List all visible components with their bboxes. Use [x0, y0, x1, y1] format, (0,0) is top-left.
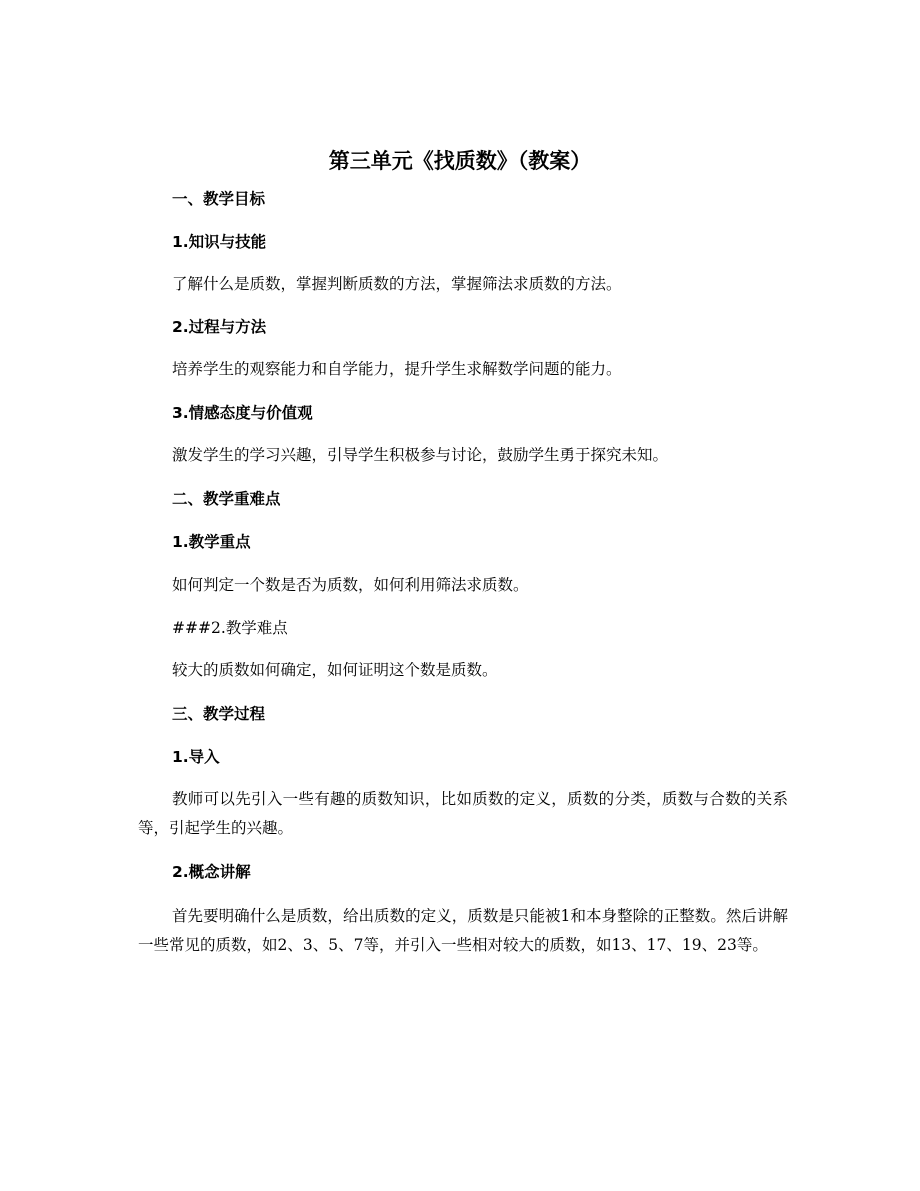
- section-heading-objectives: 一、教学目标: [172, 190, 266, 208]
- subheading-attitude-values: 3.情感态度与价值观: [172, 404, 313, 422]
- subheading-process-methods: 2.过程与方法: [172, 318, 267, 336]
- subheading-introduction: 1.导入: [172, 748, 220, 766]
- subheading-knowledge-skills: 1.知识与技能: [172, 233, 267, 251]
- paragraph-difficult-point: 较大的质数如何确定，如何证明这个数是质数。: [172, 661, 498, 679]
- section-heading-teaching-process: 三、教学过程: [172, 705, 266, 723]
- subheading-key-point: 1.教学重点: [172, 533, 251, 551]
- subheading-difficult-point: ###2.教学难点: [172, 619, 288, 637]
- paragraph-knowledge-skills: 了解什么是质数，掌握判断质数的方法，掌握筛法求质数的方法。: [172, 275, 622, 293]
- paragraph-process-methods: 培养学生的观察能力和自学能力，提升学生求解数学问题的能力。: [172, 360, 622, 378]
- section-heading-key-points: 二、教学重难点: [172, 490, 281, 508]
- paragraph-introduction: 教师可以先引入一些有趣的质数知识，比如质数的定义，质数的分类，质数与合数的关系等，引起学生的兴趣。: [138, 790, 788, 837]
- paragraph-concept-explanation: 首先要明确什么是质数，给出质数的定义，质数是只能被1和本身整除的正整数。然后讲解一些常见的质数，如2、3、5、7等，并引入一些相对较大的质数，如13、17、19、23等。: [138, 907, 788, 954]
- paragraph-attitude-values: 激发学生的学习兴趣，引导学生积极参与讨论，鼓励学生勇于探究未知。: [172, 446, 669, 464]
- subheading-concept-explanation: 2.概念讲解: [172, 863, 251, 881]
- paragraph-key-point: 如何判定一个数是否为质数，如何利用筛法求质数。: [172, 576, 529, 594]
- document-title: 第三单元《找质数》（教案）: [328, 149, 592, 173]
